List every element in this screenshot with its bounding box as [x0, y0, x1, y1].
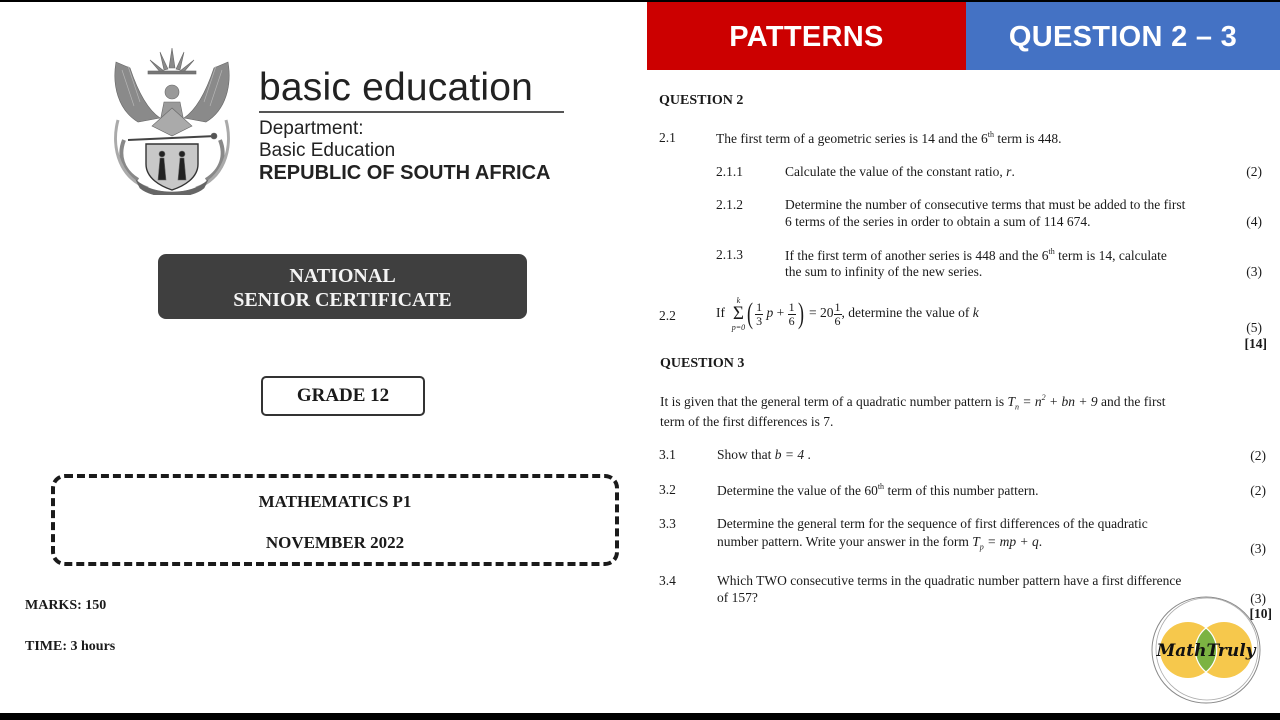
- question-number: 3.3: [659, 516, 676, 531]
- question-marks: (3): [1250, 591, 1266, 606]
- question-number: 2.1.2: [716, 197, 743, 212]
- question-total: [14]: [1244, 336, 1267, 351]
- question-number: 3.1: [659, 447, 676, 462]
- question-marks: (5): [1246, 320, 1262, 335]
- question-number: 2.2: [659, 308, 676, 323]
- question-text: Determine the number of consecutive terms that must be added to the first: [785, 197, 1186, 212]
- grade-label: GRADE 12: [261, 376, 425, 416]
- question-intro: term of the first differences is 7.: [660, 414, 834, 429]
- question-number: 3.2: [659, 482, 676, 497]
- question-marks: (2): [1250, 448, 1266, 463]
- sigma-symbol: k Σ p=0: [731, 296, 746, 332]
- department-title: Basic Education: [259, 140, 396, 161]
- svg-text:MathTruly: MathTruly: [1156, 641, 1256, 661]
- question-marks: (2): [1250, 483, 1266, 498]
- question-marks: (3): [1250, 541, 1266, 556]
- question-text: of 157?: [717, 590, 758, 605]
- brand-title: basic education: [259, 66, 534, 109]
- question-text: Determine the general term for the sequence of first differences of the quadratic: [717, 516, 1148, 531]
- exam-session: NOVEMBER 2022: [265, 533, 405, 552]
- question-text: The first term of a geometric series is 14 and the 6th term is 448.: [716, 130, 1062, 146]
- topic-banner: PATTERNS: [647, 2, 966, 70]
- question-text: Calculate the value of the constant ratio, r.: [785, 164, 1015, 179]
- certificate-line-2: SENIOR CERTIFICATE: [233, 289, 452, 311]
- department-label: Department:: [259, 118, 364, 139]
- question-marks: (4): [1246, 214, 1262, 229]
- question-intro: It is given that the general term of a quadratic number pattern is $T_n = n^2$ + bn + 9 and the first: [660, 393, 1166, 412]
- question-page: [0, 2, 1280, 713]
- total-marks: MARKS: 150: [25, 598, 107, 613]
- question-3-heading: QUESTION 3: [660, 356, 745, 371]
- question-marks: (2): [1246, 164, 1262, 179]
- question-total: [10]: [1249, 606, 1272, 621]
- question-text: 6 terms of the series in order to obtain a sum of 114 674.: [785, 214, 1091, 229]
- question-marks: (3): [1246, 264, 1262, 279]
- exam-duration: TIME: 3 hours: [25, 639, 116, 654]
- question-text: Which TWO consecutive terms in the quadratic number pattern have a first difference: [717, 573, 1182, 588]
- question-text: If the first term of another series is 448 and the 6th term is 14, calculate: [785, 247, 1167, 263]
- question-number: 2.1.3: [716, 247, 743, 262]
- video-frame: [0, 2, 1280, 713]
- question-number: 3.4: [659, 573, 676, 588]
- mathtruly-logo: [1150, 594, 1262, 706]
- question-text: the sum to infinity of the new series.: [785, 264, 983, 279]
- question-range-banner: QUESTION 2 – 3: [966, 2, 1280, 70]
- subject-title: MATHEMATICS P1: [258, 492, 412, 511]
- question-text: number pattern. Write your answer in the form $T_p$ = mp + q.: [717, 534, 1043, 552]
- certificate-line-1: NATIONAL: [289, 265, 396, 287]
- question-formula: If k Σ p=0 ( $\frac{1}{3}$ p + $\frac{1}{6}$ ) = 20 $\frac{1}{6}$ , determine the value of k: [716, 296, 979, 332]
- country-name: REPUBLIC OF SOUTH AFRICA: [259, 162, 551, 184]
- question-number: 2.1.1: [716, 164, 743, 179]
- question-text: Show that b = 4 .: [717, 447, 811, 462]
- question-number: 2.1: [659, 130, 676, 145]
- question-text: Determine the value of the 60th term of this number pattern.: [717, 482, 1039, 498]
- question-2-heading: QUESTION 2: [659, 93, 744, 108]
